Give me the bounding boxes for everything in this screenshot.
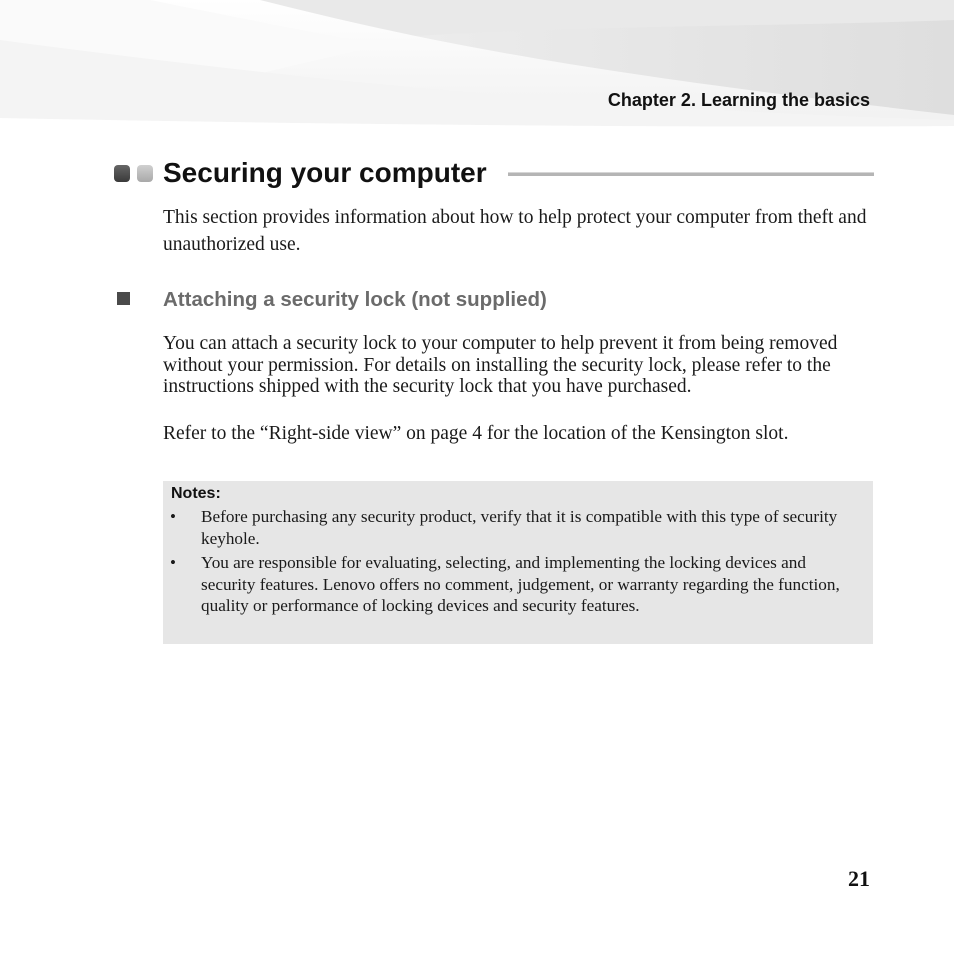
header-swoosh-graphic — [0, 0, 954, 135]
square-bullet-icon — [117, 292, 130, 305]
section-heading — [114, 155, 874, 191]
bullet-icon: • — [170, 507, 176, 526]
dark-square-icon — [114, 165, 130, 182]
subsection-paragraph-1: You can attach a security lock to your computer to help prevent it from being removed without your permission. For details on installing the security lock, please refer to the instructions shipped with the security lock that you have purchased. — [163, 333, 838, 397]
subsection-heading — [114, 285, 874, 315]
note-text-2: You are responsible for evaluating, selecting, and implementing the locking devices and security features. Lenovo offers no comment, judgement, or warranty regarding the function, quality or performance of locking devices and security features. — [201, 553, 840, 615]
notes-box — [163, 481, 873, 644]
light-square-icon — [137, 165, 153, 182]
header-band — [0, 0, 954, 135]
chapter-title: Chapter 2. Learning the basics — [607, 90, 870, 110]
section-rule — [508, 172, 874, 176]
section-intro: This section provides information about how to help protect your computer from theft and unauthorized use. — [163, 207, 867, 255]
page-number: 21 — [848, 866, 870, 891]
section-bullets-icon — [114, 165, 154, 183]
note-text-1: Before purchasing any security product, verify that it is compatible with this type of security keyhole. — [201, 507, 838, 548]
notes-label: Notes: — [171, 485, 221, 502]
section-title: Securing your computer — [163, 157, 487, 188]
subsection-paragraph-2: Refer to the “Right-side view” on page 4 for the location of the Kensington slot. — [163, 423, 789, 444]
bullet-icon: • — [170, 553, 176, 572]
subsection-title: Attaching a security lock (not supplied) — [163, 288, 547, 311]
